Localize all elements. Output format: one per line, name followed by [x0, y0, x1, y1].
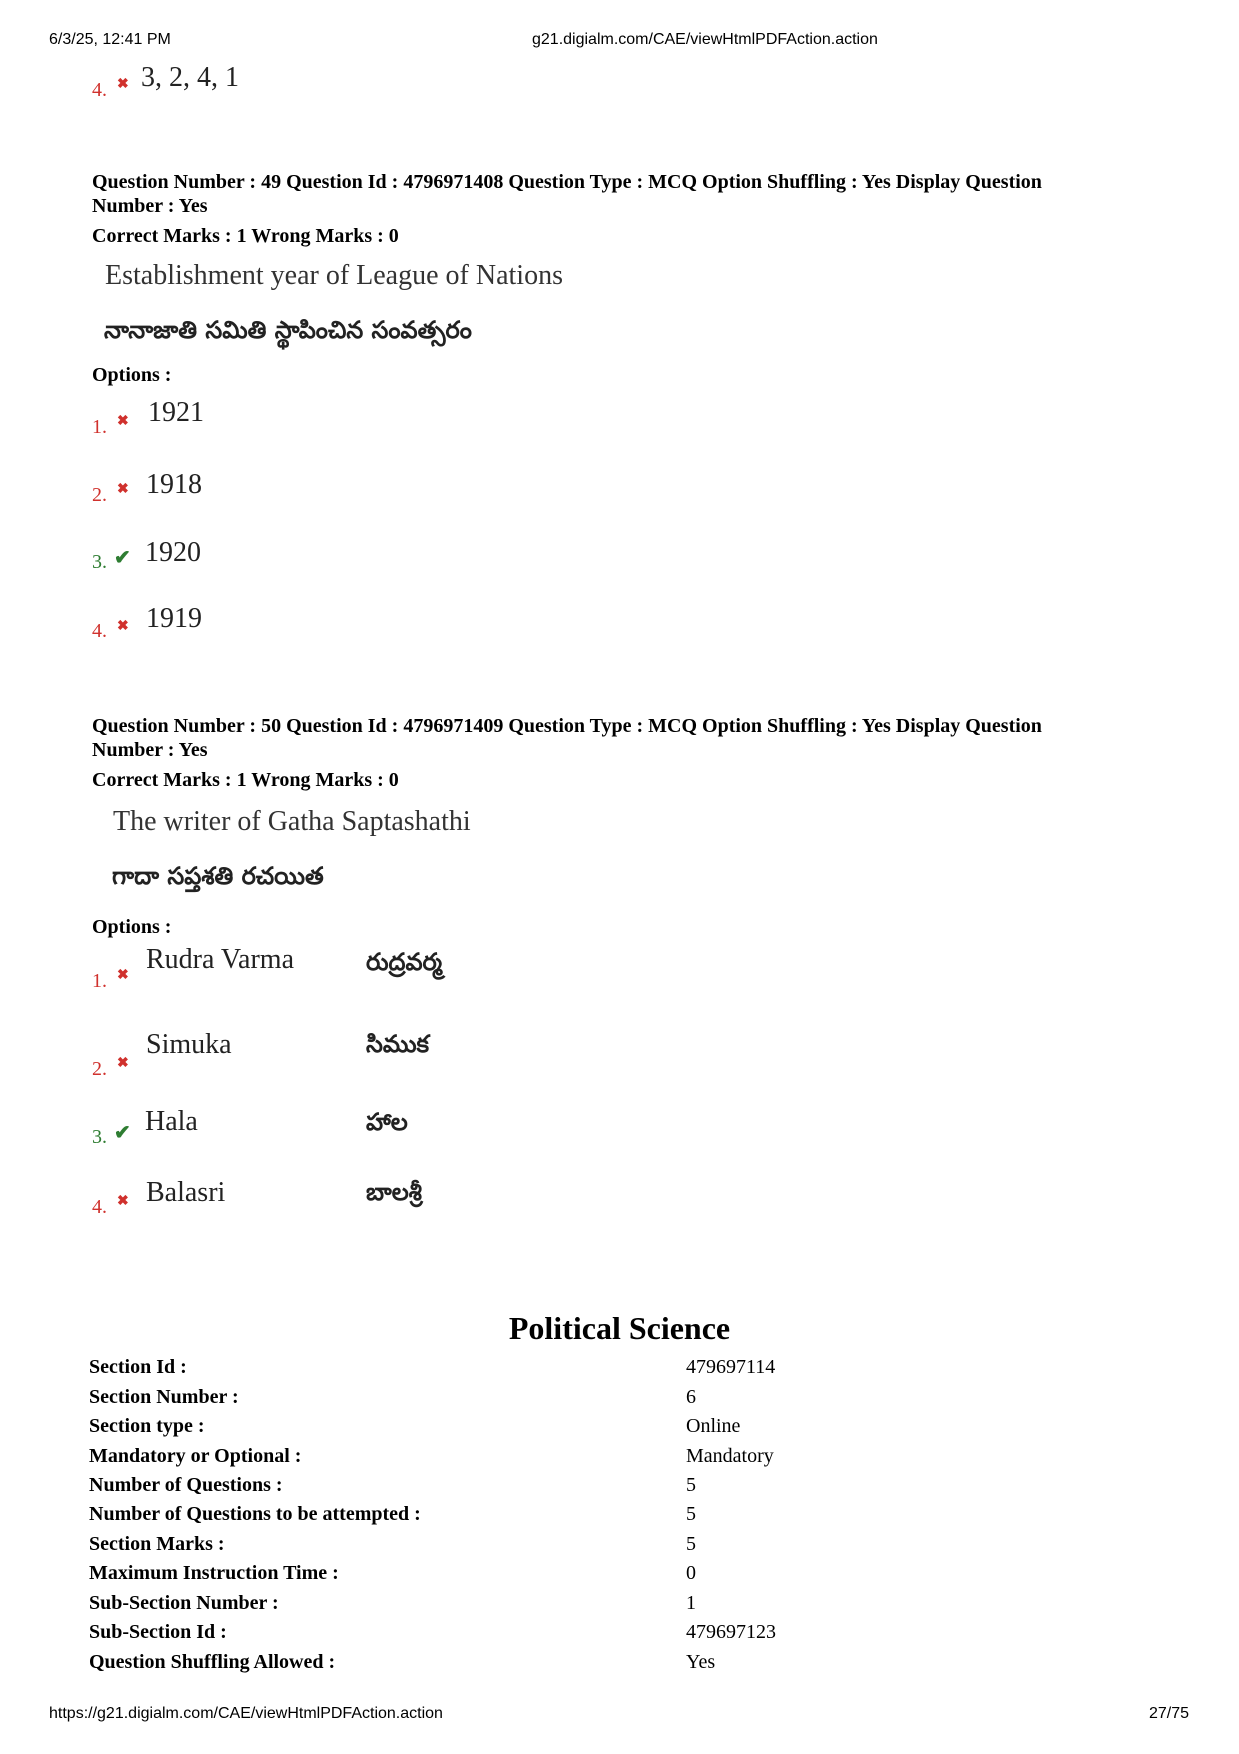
option-text: Rudra Varma — [146, 944, 294, 975]
option-number: 2. — [92, 484, 107, 506]
question-marks: Correct Marks : 1 Wrong Marks : 0 — [92, 225, 399, 247]
section-field-value: Yes — [686, 1651, 716, 1673]
section-field-label: Question Shuffling Allowed : — [89, 1651, 336, 1673]
option-number: 2. — [92, 1058, 107, 1080]
option-text-telugu: సిముక — [366, 1030, 430, 1058]
section-field-label: Section type : — [89, 1415, 205, 1437]
section-field-label: Number of Questions to be attempted : — [89, 1503, 421, 1525]
question-stem-english: Establishment year of League of Nations — [105, 260, 563, 291]
cross-icon: ✖ — [117, 1056, 129, 1071]
question-stem-english: The writer of Gatha Saptashathi — [113, 806, 471, 837]
section-field-value: 6 — [686, 1386, 696, 1408]
option-number: 1. — [92, 416, 107, 438]
section-field-value: 5 — [686, 1503, 696, 1525]
question-stem-telugu: నానాజాతి సమితి స్థాపించిన సంవత్సరం — [104, 316, 472, 344]
check-icon: ✔ — [114, 547, 131, 569]
print-datetime: 6/3/25, 12:41 PM — [49, 31, 171, 48]
option-text: Balasri — [146, 1177, 226, 1208]
option-number: 4. — [92, 1196, 107, 1218]
options-label: Options : — [92, 916, 172, 938]
section-field-label: Mandatory or Optional : — [89, 1445, 302, 1467]
option-text: 3, 2, 4, 1 — [141, 62, 239, 93]
option-text: 1921 — [148, 397, 204, 428]
option-number: 1. — [92, 970, 107, 992]
option-text: 1918 — [146, 469, 202, 500]
option-number: 4. — [92, 79, 107, 101]
section-field-value: 0 — [686, 1562, 696, 1584]
section-field-label: Sub-Section Id : — [89, 1621, 227, 1643]
question-stem-telugu: గాదా సప్తశతి రచయిత — [112, 862, 324, 890]
section-field-value: 5 — [686, 1533, 696, 1555]
section-field-label: Number of Questions : — [89, 1474, 283, 1496]
section-field-value: 479697123 — [686, 1621, 776, 1643]
options-label: Options : — [92, 364, 172, 386]
section-field-label: Section Number : — [89, 1386, 239, 1408]
option-text: 1920 — [145, 537, 201, 568]
question-marks: Correct Marks : 1 Wrong Marks : 0 — [92, 769, 399, 791]
option-text-telugu: హాల — [366, 1108, 408, 1136]
cross-icon: ✖ — [117, 77, 129, 92]
cross-icon: ✖ — [117, 414, 129, 429]
option-number: 3. — [92, 551, 107, 573]
check-icon: ✔ — [114, 1122, 131, 1144]
section-title: Political Science — [508, 1310, 731, 1346]
section-field-label: Section Id : — [89, 1356, 187, 1378]
section-field-value: 5 — [686, 1474, 696, 1496]
section-field-label: Sub-Section Number : — [89, 1592, 279, 1614]
page-number: 27/75 — [1149, 1705, 1190, 1722]
section-field-value: Mandatory — [686, 1445, 774, 1467]
option-text: Hala — [145, 1106, 198, 1137]
section-field-value: Online — [686, 1415, 741, 1437]
option-text-telugu: రుద్రవర్మ — [366, 948, 443, 976]
question-meta: Question Number : 50 Question Id : 4796971409 Question Type : MCQ Option Shuffling : Yes Display Question Number : Yes — [92, 715, 1042, 761]
cross-icon: ✖ — [117, 968, 129, 983]
option-text: 1919 — [146, 603, 202, 634]
footer-url: https://g21.digialm.com/CAE/viewHtmlPDFAction.action — [49, 1705, 443, 1722]
section-field-label: Maximum Instruction Time : — [89, 1562, 339, 1584]
option-text: Simuka — [146, 1029, 232, 1060]
question-meta: Question Number : 49 Question Id : 4796971408 Question Type : MCQ Option Shuffling : Yes Display Question Number : Yes — [92, 171, 1042, 217]
option-text-telugu: బాలశ్రీ — [366, 1178, 422, 1206]
print-url: g21.digialm.com/CAE/viewHtmlPDFAction.action — [532, 31, 878, 48]
section-field-label: Section Marks : — [89, 1533, 225, 1555]
section-field-value: 1 — [686, 1592, 696, 1614]
cross-icon: ✖ — [117, 619, 129, 634]
option-number: 3. — [92, 1126, 107, 1148]
section-field-value: 479697114 — [686, 1356, 776, 1378]
cross-icon: ✖ — [117, 1194, 129, 1209]
cross-icon: ✖ — [117, 482, 129, 497]
option-number: 4. — [92, 620, 107, 642]
